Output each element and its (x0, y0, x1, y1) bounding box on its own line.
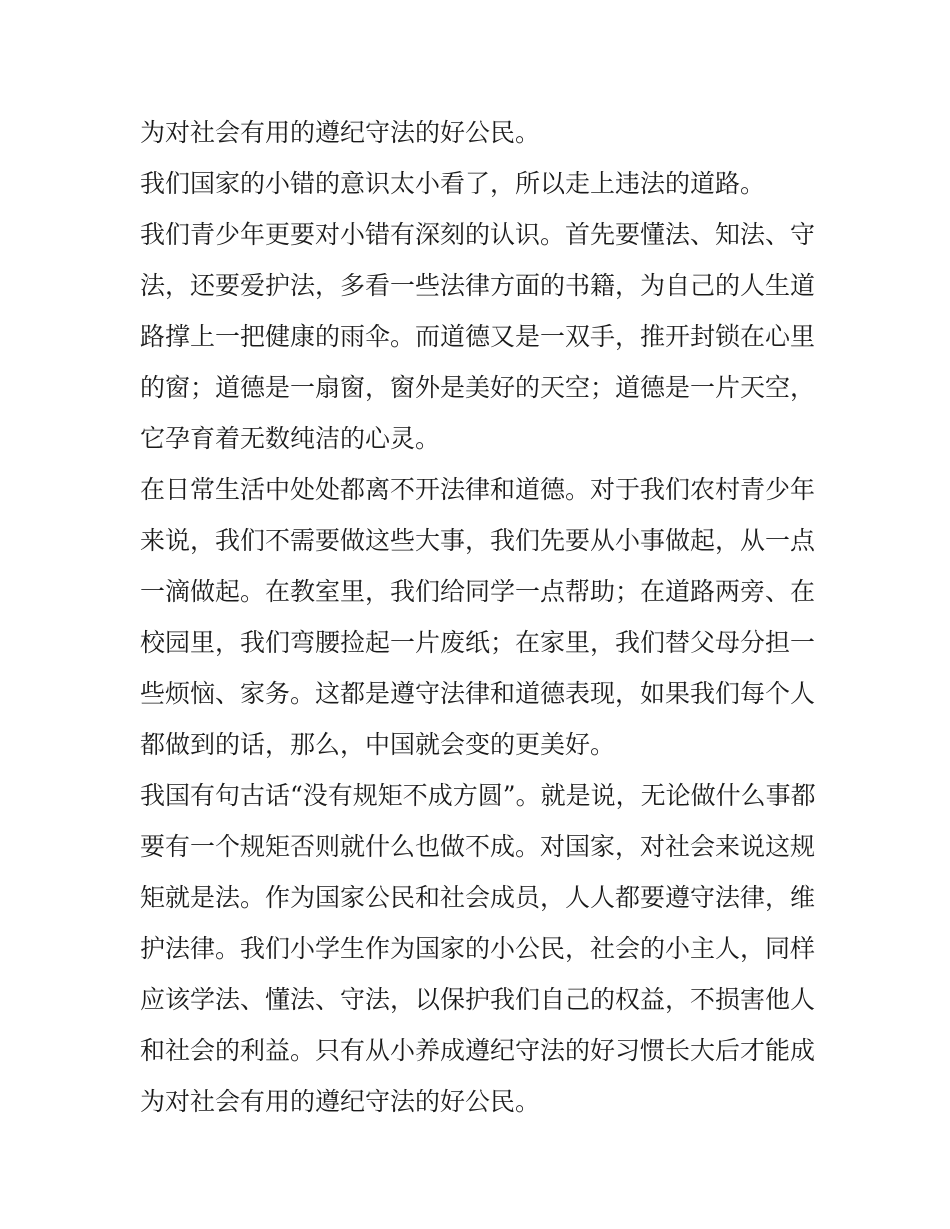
text-line: 为对社会有用的遵纪守法的好公民。 (140, 1087, 541, 1116)
text-line: 我们青少年更要对小错有深刻的认识。首先要懂法、知法、守 (140, 220, 816, 249)
text-line: 一滴做起。在教室里，我们给同学一点帮助；在道路两旁、在 (140, 577, 816, 606)
text-line: 应该学法、懂法、守法，以保护我们自己的权益，不损害他人 (140, 985, 816, 1014)
text-line: 校园里，我们弯腰捡起一片废纸；在家里，我们替父母分担一 (140, 628, 816, 657)
text-line: 和社会的利益。只有从小养成遵纪守法的好习惯长大后才能成 (140, 1036, 816, 1065)
text-line: 在日常生活中处处都离不开法律和道德。对于我们农村青少年 (140, 475, 816, 504)
text-line: 我国有句古话“没有规矩不成方圆”。就是说，无论做什么事都 (140, 781, 816, 810)
text-line: 都做到的话，那么，中国就会变的更美好。 (140, 730, 616, 759)
text-line: 法，还要爱护法，多看一些法律方面的书籍，为自己的人生道 (140, 271, 816, 300)
text-line: 的窗；道德是一扇窗，窗外是美好的天空；道德是一片天空， (140, 373, 816, 402)
text-line: 来说，我们不需要做这些大事，我们先要从小事做起，从一点 (140, 526, 816, 555)
text-line: 些烦恼、家务。这都是遵守法律和道德表现，如果我们每个人 (140, 679, 816, 708)
text-line: 矩就是法。作为国家公民和社会成员，人人都要遵守法律，维 (140, 883, 816, 912)
text-line: 为对社会有用的遵纪守法的好公民。 (140, 118, 541, 147)
text-line: 它孕育着无数纯洁的心灵。 (140, 424, 441, 453)
text-line: 护法律。我们小学生作为国家的小公民，社会的小主人，同样 (140, 934, 816, 963)
text-line: 我们国家的小错的意识太小看了，所以走上违法的道路。 (140, 169, 766, 198)
text-line: 要有一个规矩否则就什么也做不成。对国家，对社会来说这规 (140, 832, 816, 861)
body-text (140, 107, 820, 1127)
text-line: 路撑上一把健康的雨伞。而道德又是一双手，推开封锁在心里 (140, 322, 816, 351)
